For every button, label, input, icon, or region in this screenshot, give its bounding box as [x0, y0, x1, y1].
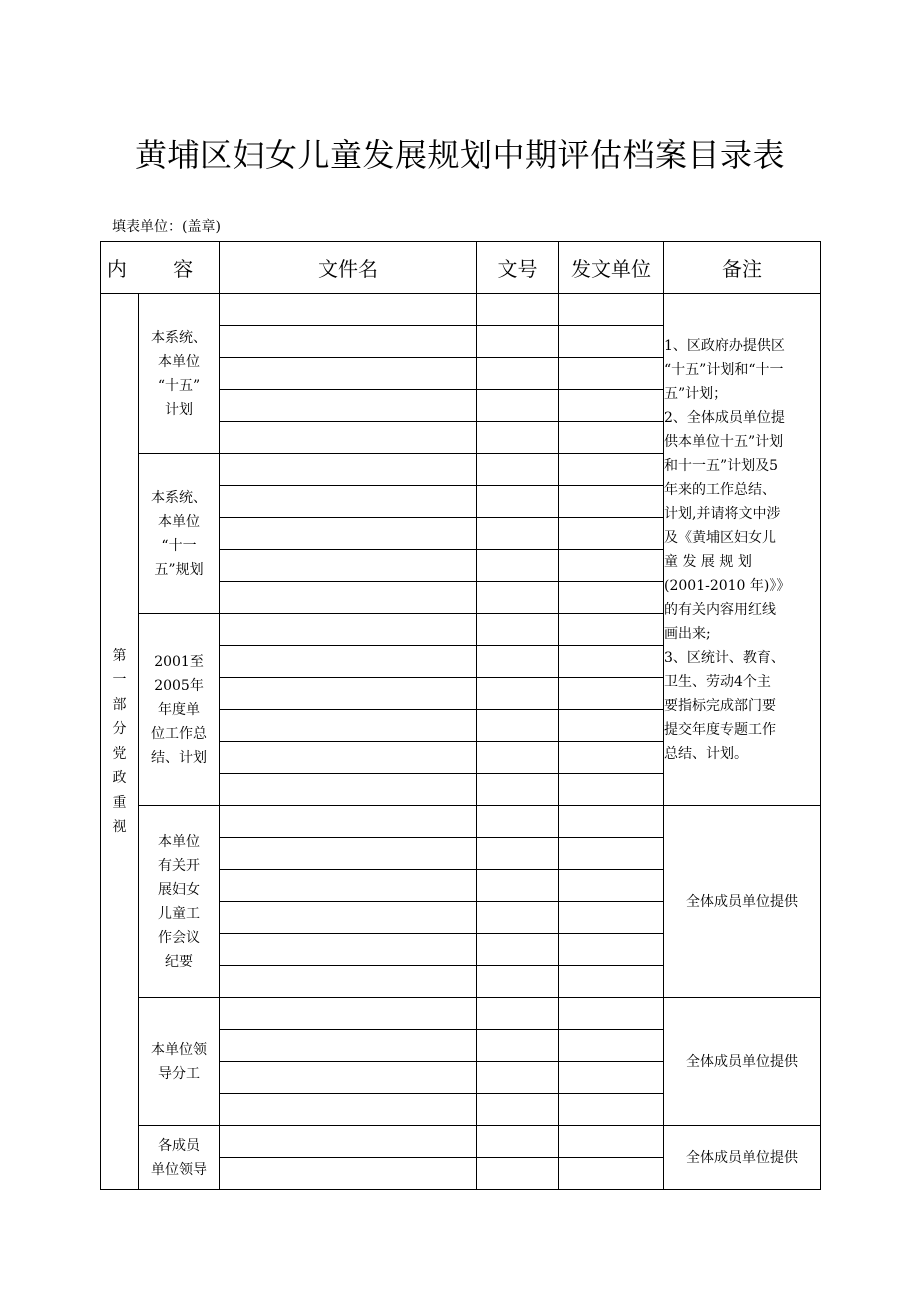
issuing-unit-cell[interactable] [559, 742, 664, 774]
file-name-cell[interactable] [220, 1094, 477, 1126]
file-name-cell[interactable] [220, 486, 477, 518]
doc-number-cell[interactable] [477, 902, 559, 934]
issuing-unit-cell[interactable] [559, 1030, 664, 1062]
issuing-unit-cell[interactable] [559, 774, 664, 806]
doc-number-cell[interactable] [477, 646, 559, 678]
issuing-unit-cell[interactable] [559, 1158, 664, 1190]
table-row [101, 294, 821, 326]
doc-number-cell[interactable] [477, 678, 559, 710]
file-name-cell[interactable] [220, 742, 477, 774]
file-name-cell[interactable] [220, 934, 477, 966]
issuing-unit-cell[interactable] [559, 1062, 664, 1094]
issuing-unit-cell[interactable] [559, 454, 664, 486]
file-name-cell[interactable] [220, 582, 477, 614]
file-name-cell[interactable] [220, 806, 477, 838]
file-name-cell[interactable] [220, 422, 477, 454]
issuing-unit-cell[interactable] [559, 1094, 664, 1126]
file-name-cell[interactable] [220, 1158, 477, 1190]
category-leadership-division: 本单位领 导分工 [139, 998, 220, 1126]
header-file-name: 文件名 [220, 242, 477, 294]
issuing-unit-cell[interactable] [559, 582, 664, 614]
file-name-cell[interactable] [220, 646, 477, 678]
issuing-unit-cell[interactable] [559, 358, 664, 390]
file-name-cell[interactable] [220, 550, 477, 582]
issuing-unit-cell[interactable] [559, 966, 664, 998]
issuing-unit-cell[interactable] [559, 550, 664, 582]
file-name-cell[interactable] [220, 358, 477, 390]
doc-number-cell[interactable] [477, 358, 559, 390]
header-remarks: 备注 [664, 242, 821, 294]
remarks-cell-1: 1、区政府办提供区 “十五”计划和“十一 五”计划； 2、全体成员单位提 供本单位十五”计划 和十一五”计划及5 年来的工作总结、 计划,并请将文中涉 及《黄埔区妇女儿 童 发 展 规 划 (2001-2010 年)》》 的有关内容用红线 画出来; 3、区统计、教育、 卫生、劳动4个主 要指标完成部门要 提交年度专题工作 总结、计划。 [664, 294, 821, 806]
file-name-cell[interactable] [220, 710, 477, 742]
category-10th-plan: 本系统、 本单位 “十五” 计划 [139, 294, 220, 454]
remarks-cell-3: 全体成员单位提供 [664, 998, 821, 1126]
doc-number-cell[interactable] [477, 998, 559, 1030]
issuing-unit-cell[interactable] [559, 710, 664, 742]
doc-number-cell[interactable] [477, 518, 559, 550]
doc-number-cell[interactable] [477, 934, 559, 966]
issuing-unit-cell[interactable] [559, 390, 664, 422]
file-name-cell[interactable] [220, 1126, 477, 1158]
table-row [101, 1126, 821, 1158]
doc-number-cell[interactable] [477, 550, 559, 582]
file-name-cell[interactable] [220, 902, 477, 934]
file-name-cell[interactable] [220, 614, 477, 646]
category-member-leaders: 各成员 单位领导 [139, 1126, 220, 1190]
doc-number-cell[interactable] [477, 294, 559, 326]
file-name-cell[interactable] [220, 838, 477, 870]
file-name-cell[interactable] [220, 678, 477, 710]
remarks-cell-4: 全体成员单位提供 [664, 1126, 821, 1190]
category-11th-plan: 本系统、 本单位 “十一 五”规划 [139, 454, 220, 614]
doc-number-cell[interactable] [477, 1030, 559, 1062]
file-name-cell[interactable] [220, 294, 477, 326]
issuing-unit-cell[interactable] [559, 902, 664, 934]
doc-number-cell[interactable] [477, 774, 559, 806]
file-name-cell[interactable] [220, 870, 477, 902]
doc-number-cell[interactable] [477, 422, 559, 454]
doc-number-cell[interactable] [477, 742, 559, 774]
archive-table [100, 241, 821, 1190]
category-meeting-minutes: 本单位 有关开 展妇女 儿童工 作会议 纪要 [139, 806, 220, 998]
table-row [101, 806, 821, 838]
doc-number-cell[interactable] [477, 838, 559, 870]
issuing-unit-cell[interactable] [559, 422, 664, 454]
category-annual-summaries: 2001至 2005年 年度单 位工作总 结、计划 [139, 614, 220, 806]
header-row [101, 242, 821, 294]
doc-number-cell[interactable] [477, 614, 559, 646]
issuing-unit-cell[interactable] [559, 294, 664, 326]
doc-number-cell[interactable] [477, 870, 559, 902]
doc-number-cell[interactable] [477, 326, 559, 358]
file-name-cell[interactable] [220, 454, 477, 486]
file-name-cell[interactable] [220, 998, 477, 1030]
file-name-cell[interactable] [220, 390, 477, 422]
part1-label: 第 一 部 分 党 政 重 视 [101, 294, 139, 1190]
issuing-unit-cell[interactable] [559, 678, 664, 710]
doc-number-cell[interactable] [477, 390, 559, 422]
doc-number-cell[interactable] [477, 710, 559, 742]
remarks-cell-2: 全体成员单位提供 [664, 806, 821, 998]
doc-number-cell[interactable] [477, 1062, 559, 1094]
issuing-unit-cell[interactable] [559, 806, 664, 838]
issuing-unit-cell[interactable] [559, 934, 664, 966]
doc-number-cell[interactable] [477, 1126, 559, 1158]
page-title: 黄埔区妇女儿童发展规划中期评估档案目录表 [134, 136, 785, 174]
issuing-unit-cell[interactable] [559, 998, 664, 1030]
issuing-unit-cell[interactable] [559, 518, 664, 550]
issuing-unit-cell[interactable] [559, 870, 664, 902]
doc-number-cell[interactable] [477, 966, 559, 998]
issuing-unit-cell[interactable] [559, 646, 664, 678]
doc-number-cell[interactable] [477, 454, 559, 486]
issuing-unit-cell[interactable] [559, 614, 664, 646]
file-name-cell[interactable] [220, 326, 477, 358]
file-name-cell[interactable] [220, 774, 477, 806]
fill-unit-label: 填表单位：(盖章) [112, 219, 221, 235]
header-content: 内 容 [101, 242, 220, 294]
file-name-cell[interactable] [220, 518, 477, 550]
doc-number-cell[interactable] [477, 486, 559, 518]
table-row [101, 998, 821, 1030]
header-doc-number: 文号 [477, 242, 559, 294]
file-name-cell[interactable] [220, 1062, 477, 1094]
issuing-unit-cell[interactable] [559, 1126, 664, 1158]
doc-number-cell[interactable] [477, 806, 559, 838]
header-issuing-unit: 发文单位 [559, 242, 664, 294]
doc-number-cell[interactable] [477, 1094, 559, 1126]
doc-number-cell[interactable] [477, 582, 559, 614]
issuing-unit-cell[interactable] [559, 326, 664, 358]
issuing-unit-cell[interactable] [559, 486, 664, 518]
file-name-cell[interactable] [220, 1030, 477, 1062]
issuing-unit-cell[interactable] [559, 838, 664, 870]
doc-number-cell[interactable] [477, 1158, 559, 1190]
file-name-cell[interactable] [220, 966, 477, 998]
